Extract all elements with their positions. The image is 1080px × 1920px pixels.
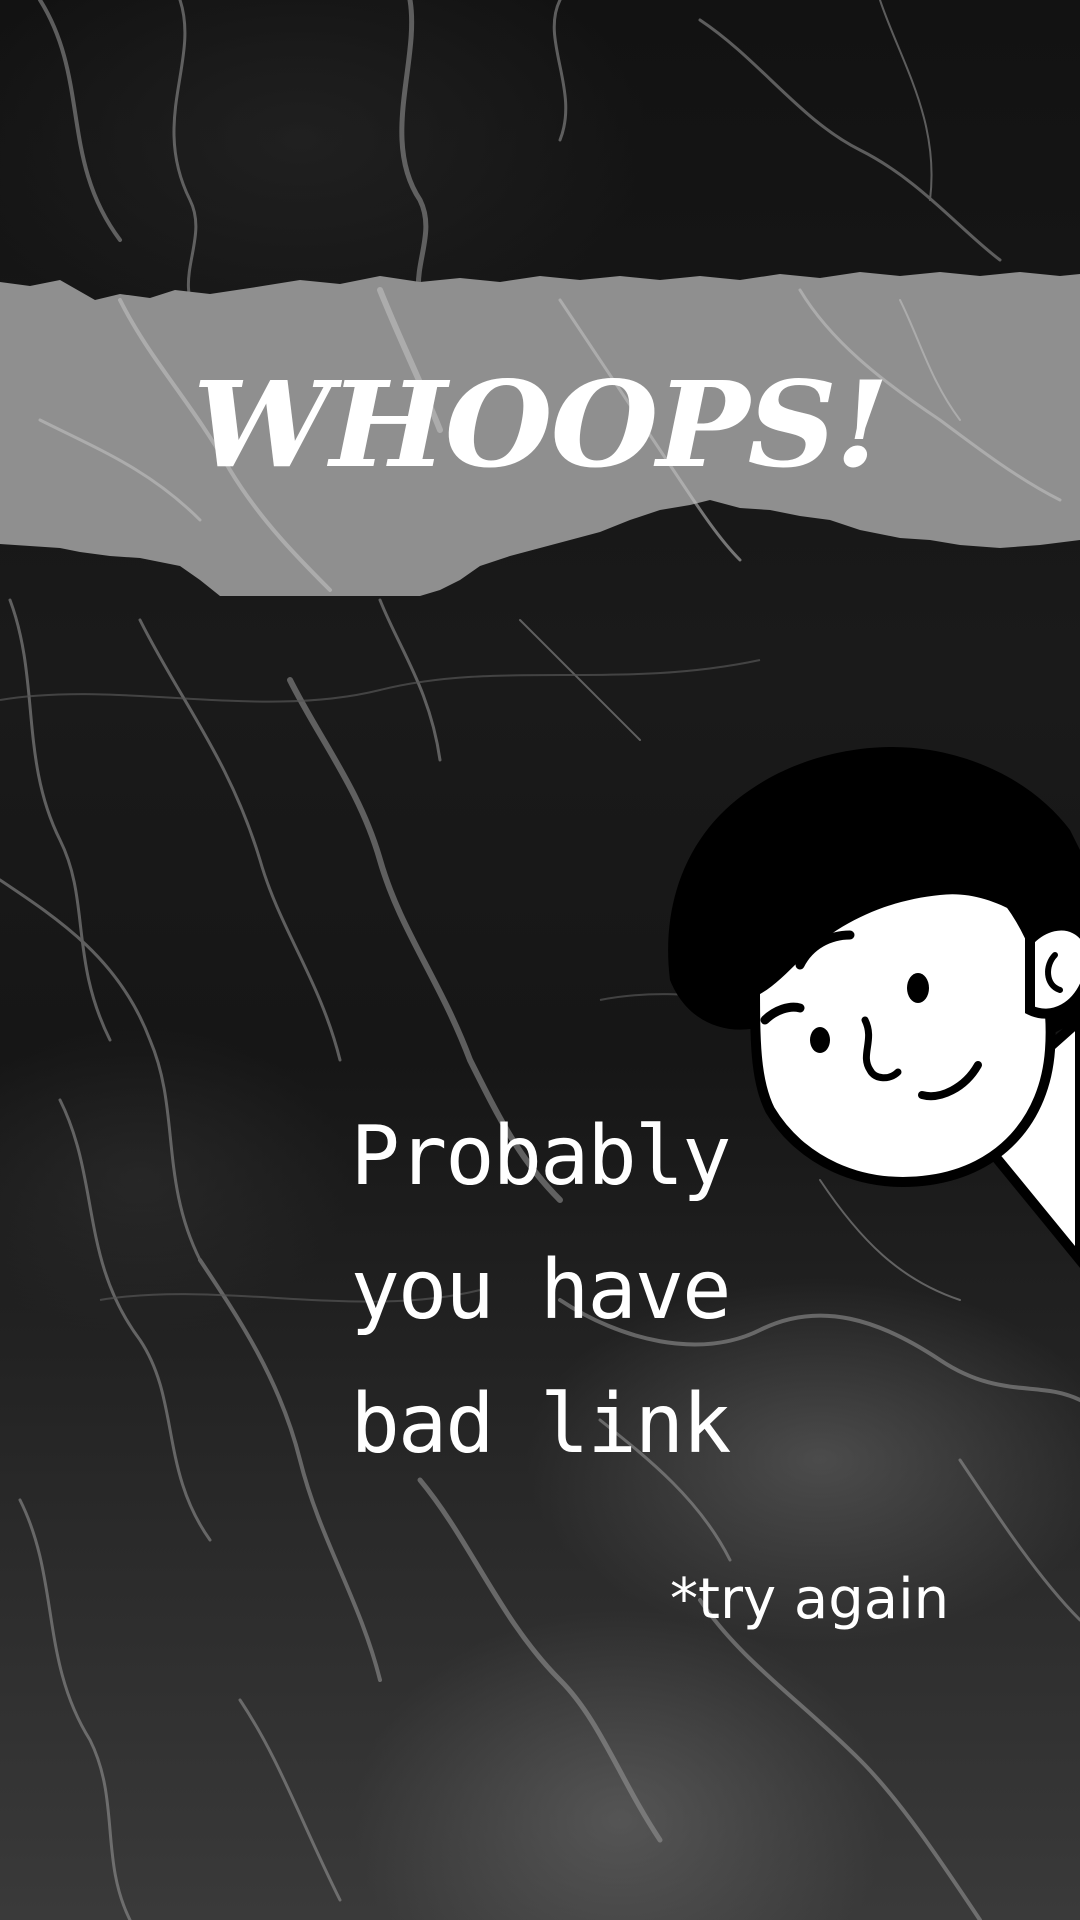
try-again-link[interactable]: *try again — [670, 1567, 950, 1632]
message-line: you have — [350, 1243, 730, 1338]
torn-paper-banner — [0, 0, 1080, 620]
message-line: Probably — [350, 1109, 730, 1204]
message-line: bad link — [350, 1377, 730, 1472]
page-title: WHOOPS! — [192, 355, 888, 494]
error-message — [300, 1090, 780, 1492]
